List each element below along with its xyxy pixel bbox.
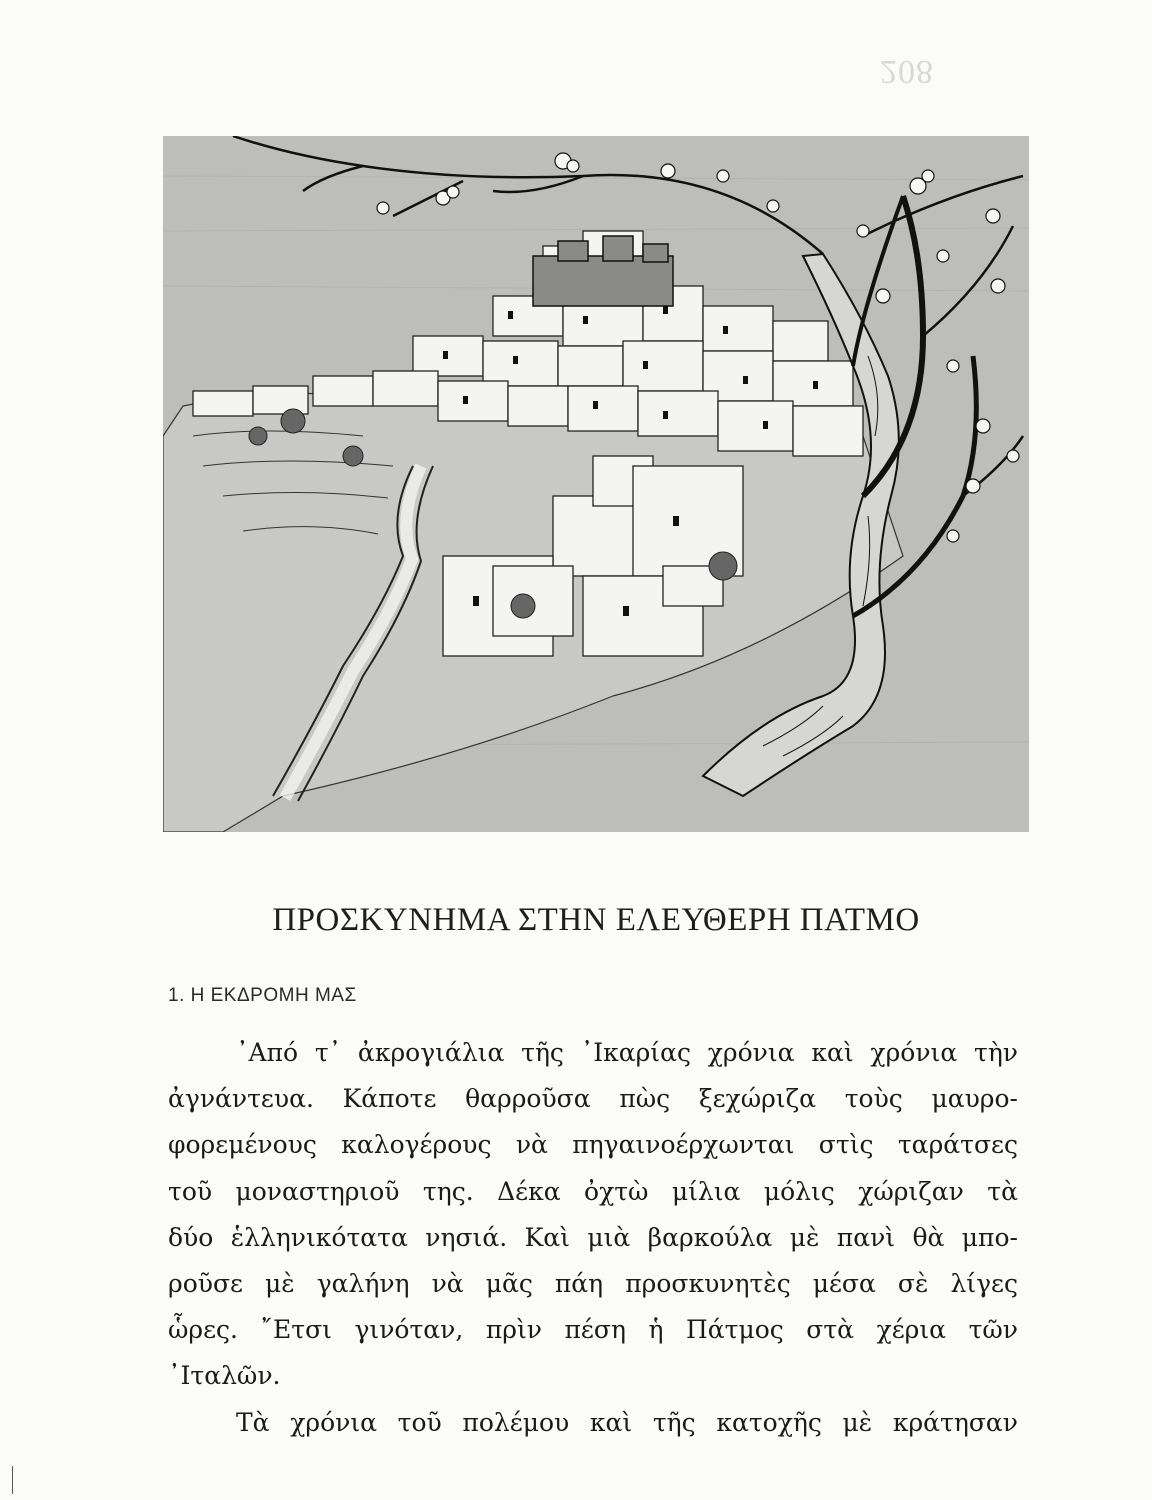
- page-title: ΠΡΟΣΚΥΝΗΜΑ ΣΤΗΝ ΕΛΕΥΘΕΡΗ ΠΑΤΜΟ: [272, 902, 920, 938]
- page-number-bleed-through: 208: [880, 53, 934, 90]
- patmos-village-illustration: [163, 136, 1029, 832]
- body-line: Τὰ χρόνια τοῦ πολέμου καὶ τῆς κατοχῆς μὲ κράτησαν: [236, 1407, 1018, 1437]
- body-line: τοῦ μοναστηριοῦ της. Δέκα ὀχτὼ μίλια μόλις χώριζαν τὰ: [168, 1176, 1018, 1206]
- body-line: ᾿Από τ᾿ ἀκρογιάλια τῆς ᾿Ικαρίας χρόνια καὶ χρόνια τὴν: [236, 1038, 1018, 1067]
- body-line: ροῦσε μὲ γαλήνη νὰ μᾶς πάη προσκυνητὲς μέσα σὲ λίγες: [168, 1268, 1018, 1298]
- body-line: ἀγνάντευα. Κάποτε θαρροῦσα πὼς ξεχώριζα τοὺς μαυρο-: [168, 1084, 1018, 1114]
- margin-mark: [12, 1466, 13, 1494]
- body-text: [168, 1030, 1018, 1446]
- body-line: δύο ἑλληνικότατα νησιά. Καὶ μιὰ βαρκούλα μὲ πανὶ θὰ μπο-: [168, 1222, 1018, 1252]
- section-heading: 1. Η ΕΚΔΡΟΜΗ ΜΑΣ: [168, 985, 357, 1006]
- body-line: ᾿Ιταλῶν.: [168, 1361, 281, 1391]
- body-line: φορεμένους καλογέρους νὰ πηγαινοέρχωνται στὶς ταράτσες: [168, 1130, 1018, 1160]
- body-line: ὧρες. ῎Ετσι γινόταν, πρὶν πέση ἡ Πάτμος στὰ χέρια τῶν: [168, 1315, 1018, 1345]
